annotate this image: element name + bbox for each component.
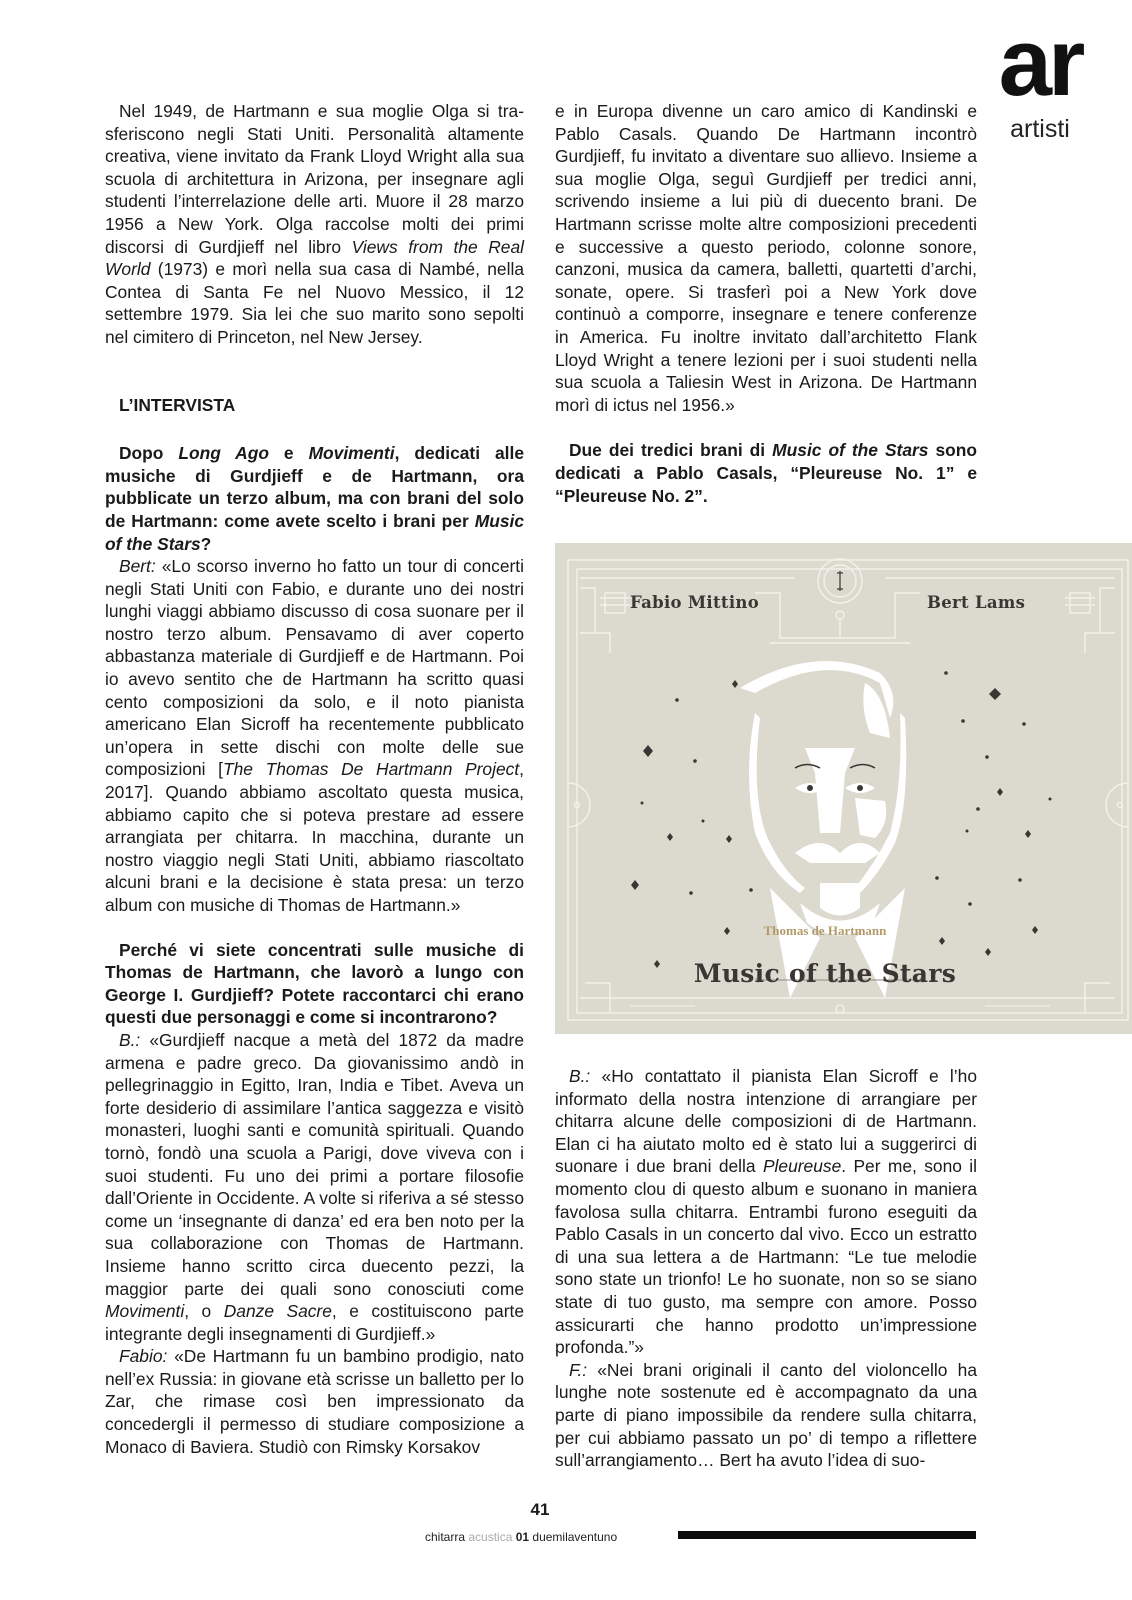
answer-3 — [105, 1345, 524, 1458]
left-column — [105, 100, 524, 1458]
text: Due dei tredici brani di — [569, 440, 773, 461]
text: , 2017]. Quando abbiamo ascoltato questa musica, abbiamo capito che si poteva prestare ad essere arrangiata per chitarra. In macchina, durante un nostro viaggio negli Stati Uniti, abbiamo riascoltato alcuni brani e la decisione è stata presa: un terzo album con musiche di Thomas de Hartmann.» — [105, 759, 524, 915]
issue-number: 01 — [512, 1530, 533, 1544]
album-title: Music of the Stars — [105, 510, 524, 554]
speaker-label: Bert: — [119, 556, 156, 577]
answer-5 — [555, 1359, 977, 1472]
speaker-label: B.: — [569, 1066, 591, 1086]
question-2: Perché vi siete concentrati sulle musiche di Thomas de Hartmann, che lavorò a lungo con George I. Gurdjieff? Potete raccontarci chi erano questi due personaggi e come si incontrarono? — [105, 939, 524, 1028]
section-tag — [990, 9, 1090, 144]
text: (1973) e morì nella sua casa di Nambé, nella Contea di Santa Fe nel Nuovo Messico, il 12 settembre 1979. Sia lei che suo marito sono sepolti nel cimitero di Princeton, nel New Jersey. — [105, 259, 524, 347]
text: . Per me, sono il momento clou di questo album e suonano in maniera favolosa sulla chitarra. Entrambi furono eseguiti da Pablo Casals in un concerto dal vivo. Ecco un estratto di una sua lettera a de Hartmann: “Le tue melodie sono state un trionfo! Le ho suonate, non so se siano state di tuo gusto, ma sempre con amore. Posso assicurarti che hanno prodotto un’impressione profonda.”» — [555, 1156, 978, 1358]
answer-4 — [555, 1065, 977, 1359]
work-title: Movimenti — [105, 1301, 185, 1322]
text: «Nei brani originali il canto del violoncello ha lunghe note sostenute ed è accompagnato da una parte di piano impossibile da rendere sulla chitarra, per cui abbiamo passato un po’ di tempo a riflettere sull’arrangiamento… Bert ha avuto l’idea di suo- — [555, 1359, 977, 1471]
section-abbr: ar — [998, 9, 1082, 116]
page-number: 41 — [530, 1500, 550, 1519]
text: , dedicati alle musiche di Gurdjieff e de Hartmann, ora pubblicate un terzo album, ma con brani del solo de Hartmann: come avete scelto i brani per — [105, 443, 525, 531]
text: , o — [184, 1301, 224, 1322]
question-3 — [555, 439, 977, 507]
album-cover-image — [555, 543, 1132, 1034]
book-title: Views from the Real World — [105, 236, 524, 280]
text: Dopo — [119, 443, 179, 464]
speaker-label: B.: — [119, 1029, 141, 1050]
answer-1 — [105, 555, 524, 917]
text: , e costituiscono parte integrante degli insegnamenti di Gurdjieff.» — [105, 1301, 525, 1344]
artist-name-left: Fabio Mittino — [630, 593, 760, 612]
continuation-paragraph: e in Europa divenne un caro amico di Kandinski e Pablo Casals. Quando De Hartmann incontrò Gurdjieff, fu invitato a diventare suo allievo. Insieme a sua moglie Olga, seguì Gurdjieff per tredici anni, scrivendo insieme a lui più di duecento brani. De Hartmann scrisse molte altre composizioni precedenti e successive a questo periodo, colonne sonore, canzoni, musica da camera, balletti, quartetti d’archi, sonate, opere. Si trasferì poi a New York dove continuò a comporre, insegnare e tenere conferenze in America. Fu inoltre invitato dall’architetto Flank Lloyd Wright a tenere lezioni per i suoi studenti nella sua scuola a Taliesin West in Arizona. De Hartmann morì di ictus nel 1956.» — [555, 101, 977, 415]
artist-name-right: Bert Lams — [927, 593, 1026, 612]
text: «Ho contattato il pianista Elan Sicroff e l’ho informato della nostra intenzione di arrangiare per chitarra alcune delle composizioni di de Hartmann. Elan ci ha aiutato molto ed è stato lui a suggerirci di suonare i due brani della — [555, 1066, 977, 1177]
work-title: Pleureuse — [762, 1156, 842, 1177]
album-title: Movimenti — [308, 443, 395, 464]
right-column-lower — [555, 1065, 977, 1472]
text: «Lo scorso inverno ho fatto un tour di concerti negli Stati Uniti con Fabio, e durante uno dei nostri lunghi viaggi abbiamo discusso di cosa suonare per il nostro terzo album. Pensavamo di aver coperto abbastanza materiale di Gurdjieff e de Hartmann. Poi io avevo sentito che de Hartmann ha scritto quasi cento composizioni da solo, e il noto pianista americano Elan Sicroff ha recentemente pubblicato un’opera in sette dischi con molte delle sue composizioni [ — [105, 556, 524, 780]
section-label: artisti — [1010, 115, 1070, 143]
composer-name: Thomas de Hartmann — [763, 923, 887, 938]
footer-magazine-info — [425, 1530, 617, 1544]
magazine-name-part: chitarra — [425, 1530, 469, 1544]
speaker-label: F.: — [569, 1359, 588, 1380]
right-column — [555, 100, 977, 507]
text: ? — [200, 533, 212, 554]
album-title: Music of the Stars — [693, 959, 957, 988]
text: e — [268, 443, 309, 464]
issue-year: duemilaventuno — [532, 1530, 618, 1544]
speaker-label: Fabio: — [119, 1346, 168, 1367]
footer-bar — [678, 1531, 976, 1539]
magazine-name-accent: acustica — [468, 1530, 513, 1544]
question-1 — [105, 442, 524, 555]
text: «Gurdjieff nacque a metà del 1872 da madre armena e padre greco. Da giovanissimo andò in pellegrinaggio in Egitto, Iran, India e Tibet. Aveva un forte desiderio di assimilare l’antica saggezza e visitò monasteri, luoghi santi e comunità spirituali. Quando tornò, fondò una scuola a Parigi, dove viveva con i suoi studenti. Fu uno dei primi a portare filosofie dall’Oriente in Occidente. A volte si riferiva a sé stesso come un ‘insegnante di danza’ ed era ben noto per la sua collaborazione con Thomas de Hartmann. Insieme hanno scritto circa duecento pezzi, la maggior parte dei quali sono conosciuti come — [105, 1029, 524, 1299]
album-title: The Thomas De Hartmann Project — [223, 759, 520, 780]
work-title: Danze Sacre — [223, 1301, 332, 1322]
text: sono dedicati a Pablo Casals, “Pleureuse No. 1” e “Pleureuse No. 2”. — [555, 440, 977, 506]
album-title: Music of the Stars — [772, 440, 929, 461]
section-heading: L’INTERVISTA — [119, 394, 236, 415]
album-title: Long Ago — [178, 443, 269, 464]
text: Nel 1949, de Hartmann e sua moglie Olga si trasferiscono negli Stati Uniti. Personalità altamente creativa, viene invitato da Frank Lloyd Wright alla sua scuola di architettura in Arizona, per insegnare agli studenti l’interrelazione delle arti. Muore il 28 marzo 1956 a New York. Olga raccolse molti dei primi discorsi di Gurdjieff nel libro — [105, 101, 524, 257]
intro-paragraph — [105, 100, 524, 349]
answer-2 — [105, 1029, 524, 1345]
text: «De Hartmann fu un bambino prodigio, nato nell’ex Russia: in giovane età scrisse un balletto per lo Zar, che rimase così ben impressionato da concedergli il permesso di studiare composizione a Monaco di Baviera. Studiò con Rimsky Korsakov — [105, 1346, 524, 1457]
